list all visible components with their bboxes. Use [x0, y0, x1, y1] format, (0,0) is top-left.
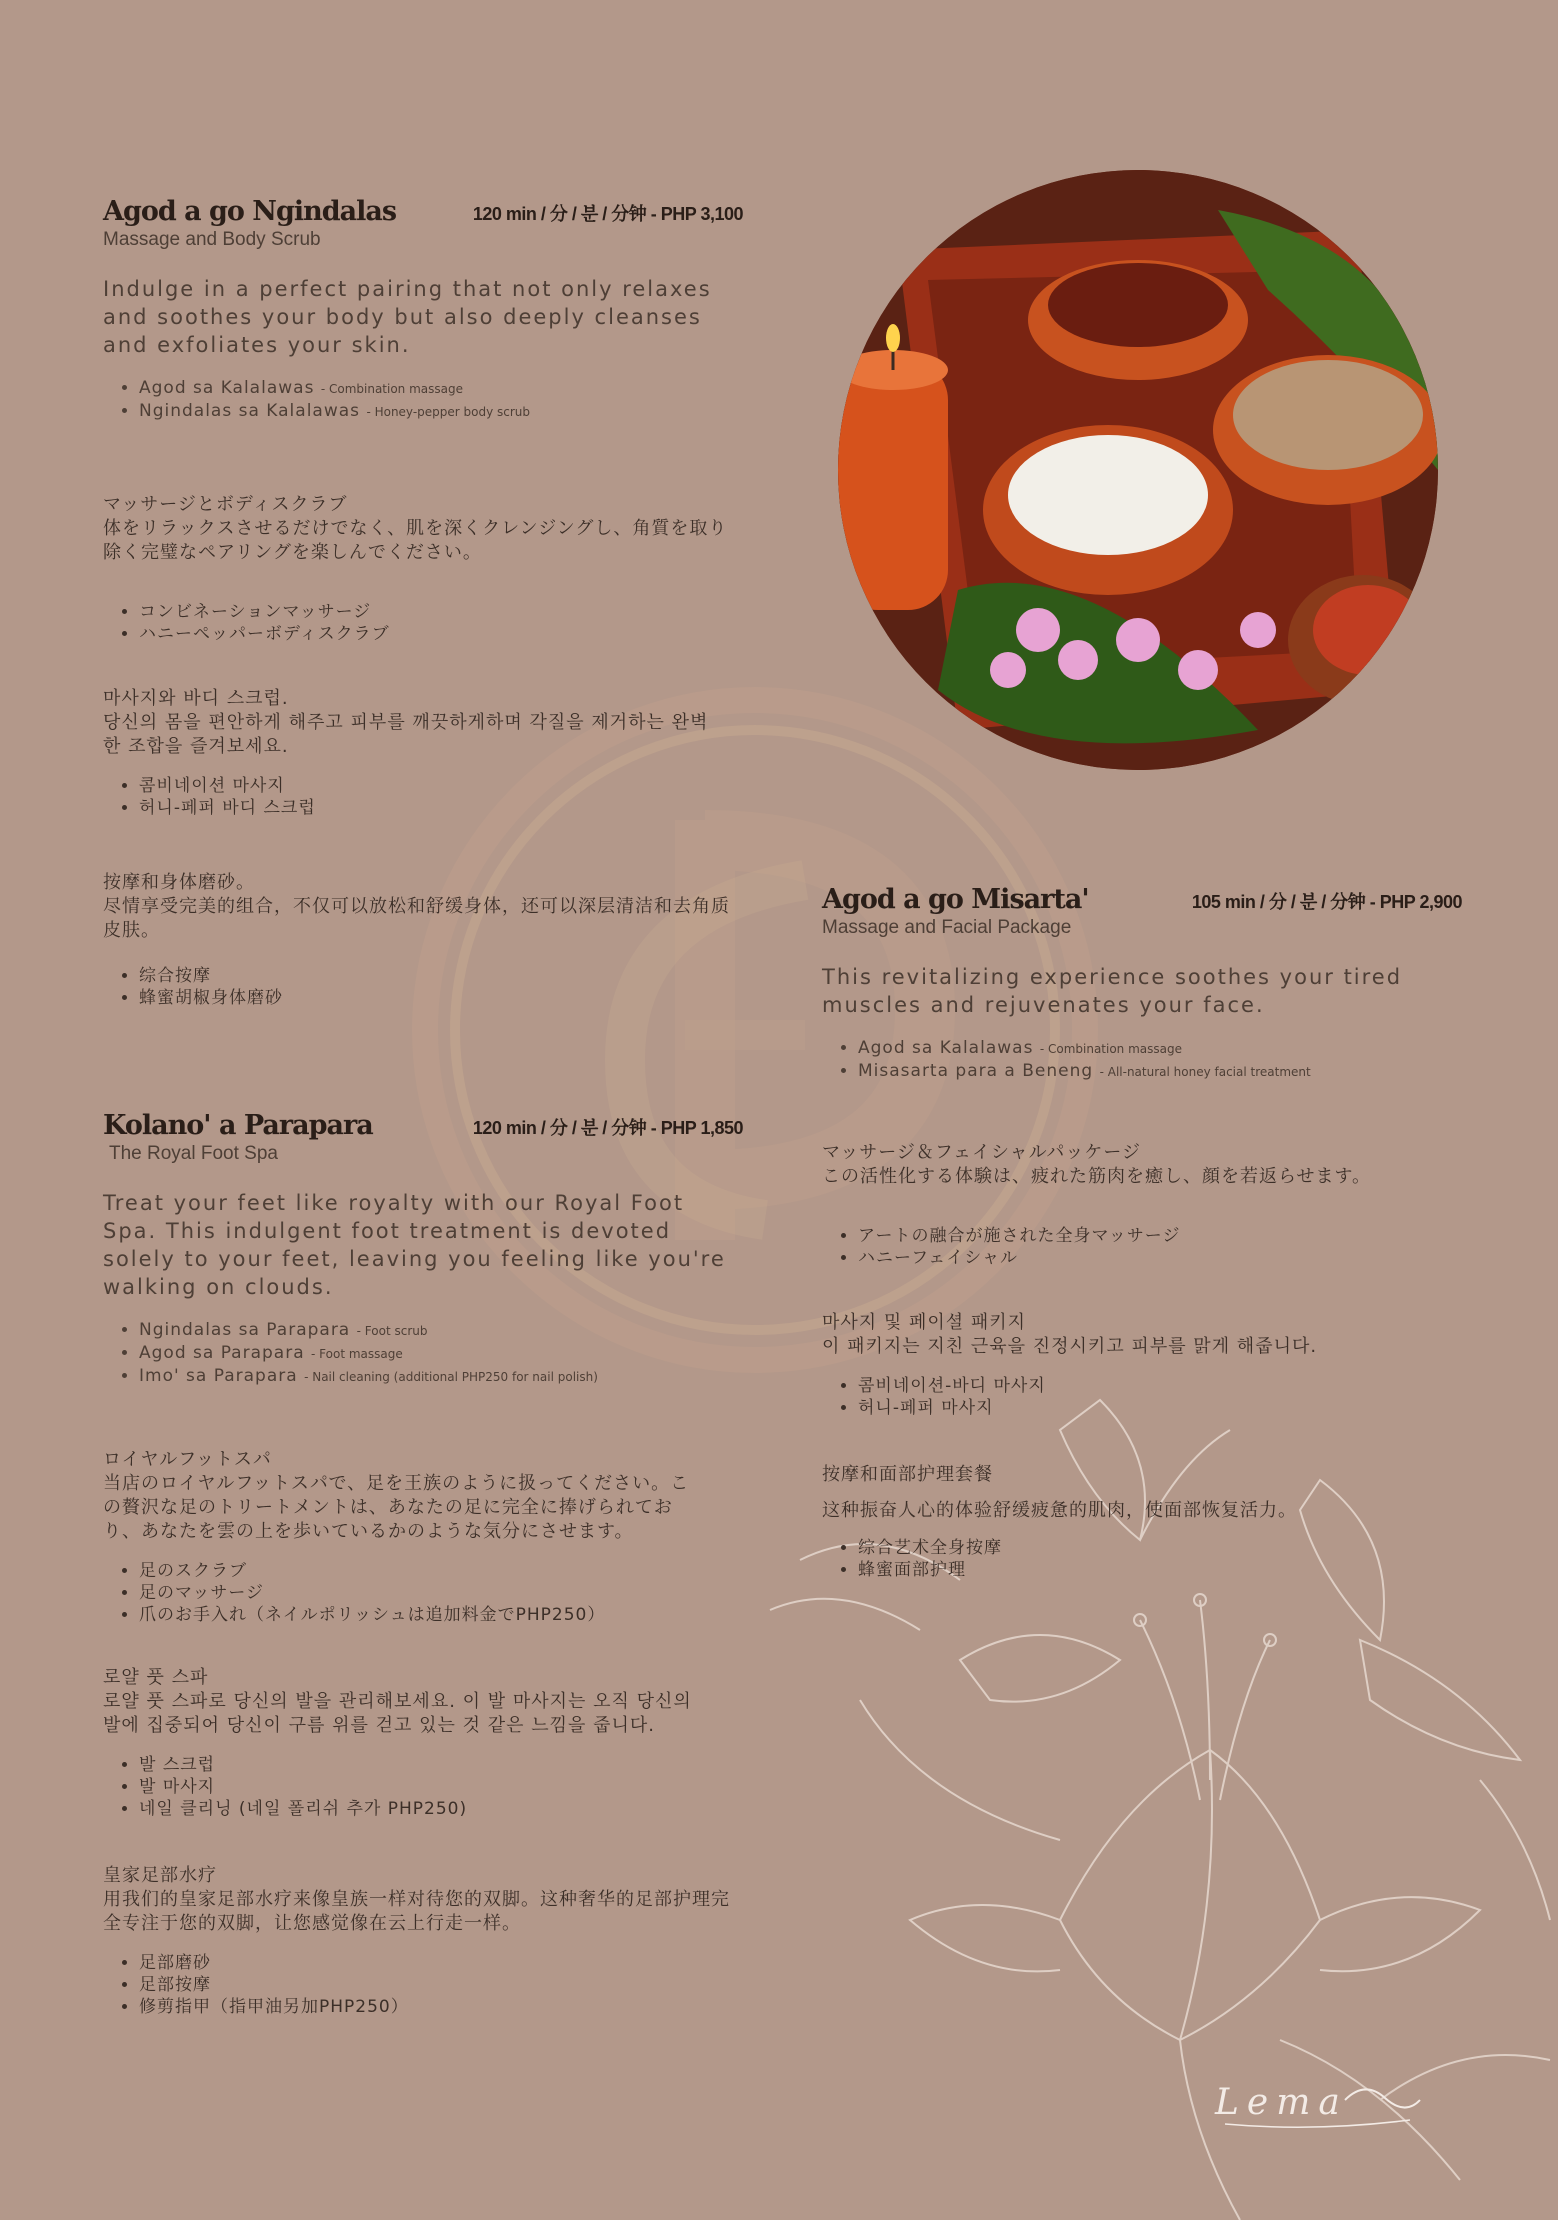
list-item: • 修剪指甲（指甲油另加PHP250） — [139, 1996, 743, 2018]
list-item: • Misasarta para a Beneng - All-natural honey facial treatment — [858, 1060, 1462, 1083]
list-item: • 足部按摩 — [139, 1974, 743, 1996]
service-agod-a-go-ngindalas — [103, 196, 743, 1009]
list-item: • 蜂蜜面部护理 — [858, 1559, 1462, 1581]
translation-korean: 마사지 및 페이셜 패키지 이 패키지는 지친 근육을 진정시키고 피부를 맑게 해줍니다. • 콤비네이션-바디 마사지 • 허니-페퍼 마사지 — [822, 1311, 1462, 1419]
lema-logo — [1195, 2070, 1425, 2140]
list-item: • Ngindalas sa Parapara - Foot scrub — [139, 1319, 743, 1342]
service-subtitle: Massage and Facial Package — [822, 917, 1072, 938]
service-price: 120 min / 分 / 분 / 分钟 - PHP 1,850 — [472, 1118, 743, 1138]
list-item: • ハニーペッパーボディスクラブ — [139, 623, 743, 645]
service-kolano-a-parapara — [103, 1110, 743, 2018]
translation-chinese: 皇家足部水疗 用我们的皇家足部水疗来像皇族一样对待您的双脚。这种奢华的足部护理完全专注于您的双脚，让您感觉像在云上行走一样。 • 足部磨砂 • 足部按摩 • 修剪指甲（指甲油另加PHP250） — [103, 1864, 743, 2018]
service-title: Agod a go Misarta' — [822, 884, 1089, 915]
service-description: Indulge in a perfect pairing that not only relaxes and soothes your body but also deeply cleanses and exfoliates your skin. — [103, 277, 712, 357]
list-item: • Imo' sa Parapara - Nail cleaning (additional PHP250 for nail polish) — [139, 1365, 743, 1388]
list-item: • 爪のお手入れ（ネイルポリッシュは追加料金でPHP250） — [139, 1604, 743, 1626]
service-title: Agod a go Ngindalas — [103, 196, 397, 227]
spa-bowls-photo — [838, 170, 1438, 770]
treatment-list — [822, 1037, 1462, 1083]
list-item: • 발 스크럽 — [139, 1754, 743, 1776]
svg-text:Lema: Lema — [1215, 2082, 1348, 2123]
list-item: • 足のスクラブ — [139, 1560, 743, 1582]
translation-chinese: 按摩和身体磨砂。 尽情享受完美的组合，不仅可以放松和舒缓身体，还可以深层清洁和去角质皮肤。 • 综合按摩 • 蜂蜜胡椒身体磨砂 — [103, 871, 743, 1009]
list-item: • 足のマッサージ — [139, 1582, 743, 1604]
list-item: • 콤비네이션-바디 마사지 — [858, 1375, 1462, 1397]
translation-japanese: ロイヤルフットスパ 当店のロイヤルフットスパで、足を王族のように扱ってください。この贅沢な足のトリートメントは、あなたの足に完全に捧げられており、あなたを雲の上を歩いているかのような気分にさせます。 • 足のスクラブ • 足のマッサージ • 爪のお手入れ（ネイルポリッシュは追加料金でPHP250） — [103, 1448, 743, 1626]
list-item: • 네일 클리닝 (네일 폴리쉬 추가 PHP250) — [139, 1798, 743, 1820]
list-item: • 综合艺术全身按摩 — [858, 1537, 1462, 1559]
translation-chinese: 按摩和面部护理套餐 这种振奋人心的体验舒缓疲惫的肌肉，使面部恢复活力。 • 综合艺术全身按摩 • 蜂蜜面部护理 — [822, 1463, 1462, 1581]
list-item: • 足部磨砂 — [139, 1952, 743, 1974]
service-agod-a-go-misarta — [822, 884, 1462, 1581]
translation-japanese: マッサージとボディスクラブ 体をリラックスさせるだけでなく、肌を深くクレンジングし、角質を取り除く完璧なペアリングを楽しんでください。 • コンビネーションマッサージ • ハニーペッパーボディスクラブ — [103, 493, 743, 645]
service-price: 105 min / 分 / 분 / 分钟 - PHP 2,900 — [1191, 892, 1462, 912]
list-item: • 蜂蜜胡椒身体磨砂 — [139, 987, 743, 1009]
translation-korean: 로얄 풋 스파 로얄 풋 스파로 당신의 발을 관리해보세요. 이 발 마사지는 오직 당신의 발에 집중되어 당신이 구름 위를 걷고 있는 것 같은 느낌을 줍니다. • 발 스크럽 • 발 마사지 • 네일 클리닝 (네일 폴리쉬 추가 PHP250) — [103, 1666, 743, 1820]
list-item: • Ngindalas sa Kalalawas - Honey-pepper body scrub — [139, 400, 743, 423]
list-item: • ハニーフェイシャル — [858, 1247, 1462, 1269]
list-item: • 综合按摩 — [139, 965, 743, 987]
treatment-list — [103, 1319, 743, 1388]
service-subtitle: Massage and Body Scrub — [103, 229, 321, 250]
service-price: 120 min / 分 / 분 / 分钟 - PHP 3,100 — [472, 204, 743, 224]
list-item: • 발 마사지 — [139, 1776, 743, 1798]
list-item: • 허니-페퍼 바디 스크럽 — [139, 797, 743, 819]
list-item: • 콤비네이션 마사지 — [139, 775, 743, 797]
list-item: • コンビネーションマッサージ — [139, 601, 743, 623]
list-item: • Agod sa Kalalawas - Combination massage — [139, 377, 743, 400]
translation-japanese: マッサージ＆フェイシャルパッケージ この活性化する体験は、疲れた筋肉を癒し、顔を若返らせます。 • アートの融合が施された全身マッサージ • ハニーフェイシャル — [822, 1141, 1462, 1269]
list-item: • 허니-페퍼 마사지 — [858, 1397, 1462, 1419]
service-description: This revitalizing experience soothes your tired muscles and rejuvenates your face. — [822, 965, 1403, 1017]
list-item: • Agod sa Parapara - Foot massage — [139, 1342, 743, 1365]
treatment-list — [103, 377, 743, 423]
service-subtitle: The Royal Foot Spa — [109, 1143, 278, 1164]
service-description: Treat your feet like royalty with our Royal Foot Spa. This indulgent foot treatment is devoted solely to your feet, leaving you feeling like you're walking on clouds. — [103, 1191, 726, 1299]
list-item: • Agod sa Kalalawas - Combination massage — [858, 1037, 1462, 1060]
service-title: Kolano' a Parapara — [103, 1110, 373, 1141]
list-item: • アートの融合が施された全身マッサージ — [858, 1225, 1462, 1247]
translation-korean: 마사지와 바디 스크럽. 당신의 몸을 편안하게 해주고 피부를 깨끗하게하며 각질을 제거하는 완벽한 조합을 즐겨보세요. • 콤비네이션 마사지 • 허니-페퍼 바디 스크럽 — [103, 687, 743, 819]
